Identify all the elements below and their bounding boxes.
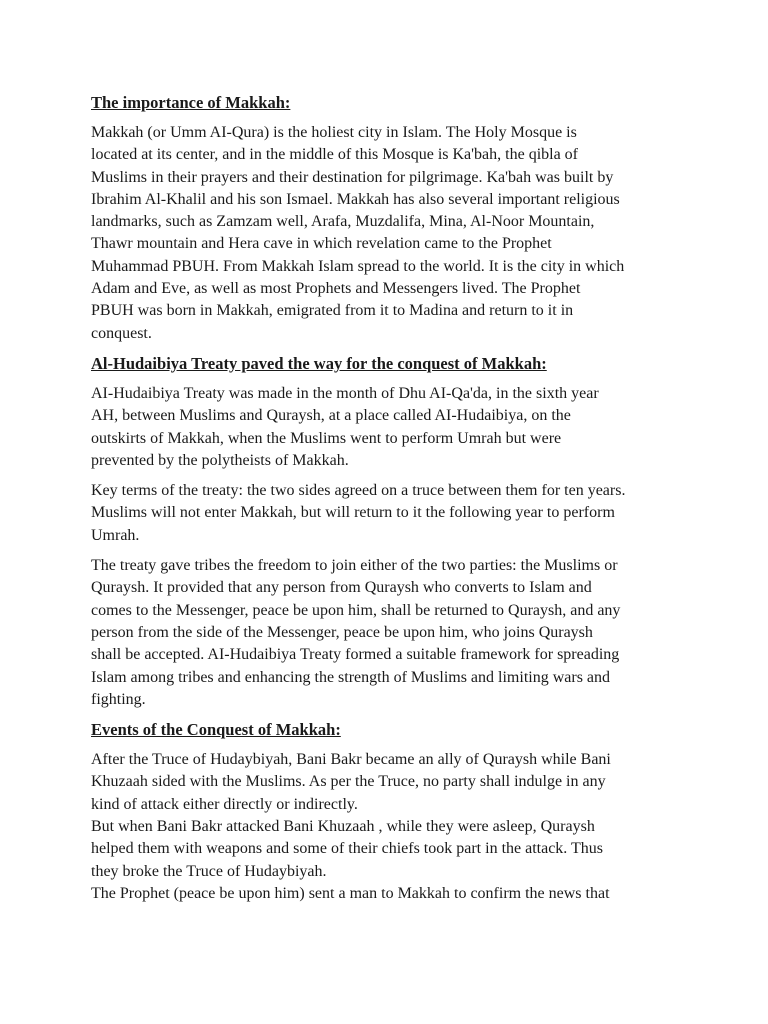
text-line: Key terms of the treaty: the two sides agreed on a truce between them for ten years. [91,482,626,500]
section-heading: Al-Hudaibiya Treaty paved the way for the conquest of Makkah: [91,353,547,373]
paragraph [91,383,691,472]
paragraph [91,555,691,711]
text-line: Ibrahim Al-Khalil and his son Ismael. Makkah has also several important religious [91,190,620,208]
text-line: Quraysh. It provided that any person from Quraysh who converts to Islam and [91,579,592,597]
text-line: AI-Hudaibiya Treaty was made in the month of Dhu AI-Qa'da, in the sixth year [91,384,599,402]
text-line: The treaty gave tribes the freedom to join either of the two parties: the Muslims or [91,557,618,575]
section-heading: The importance of Makkah: [91,93,291,112]
text-line: they broke the Truce of Hudaybiyah. [91,862,327,880]
section-hudaibiya-treaty [91,353,691,711]
paragraph [91,122,691,345]
text-line: kind of attack either directly or indirectly. [91,795,358,813]
text-line: The Prophet (peace be upon him) sent a man to Makkah to confirm the news that [91,884,610,902]
text-line: comes to the Messenger, peace be upon him, shall be returned to Quraysh, and any [91,601,621,619]
text-line: Muhammad PBUH. From Makkah Islam spread to the world. It is the city in which [91,257,625,275]
text-line: fighting. [91,690,146,708]
text-line: conquest. [91,324,152,342]
text-line: Muslims in their prayers and their destination for pilgrimage. Ka'bah was built by [91,168,614,186]
text-line: Adam and Eve, as well as most Prophets and Messengers lived. The Prophet [91,280,581,298]
text-line: Thawr mountain and Hera cave in which revelation came to the Prophet [91,235,552,253]
section-conquest-events [91,719,691,905]
text-line: Islam among tribes and enhancing the strength of Muslims and limiting wars and [91,668,611,686]
paragraph [91,749,691,905]
text-line: landmarks, such as Zamzam well, Arafa, Muzdalifa, Mina, Al-Noor Mountain, [91,213,595,231]
text-line: Makkah (or Umm AI-Qura) is the holiest city in Islam. The Holy Mosque is [91,124,577,141]
text-line: But when Bani Bakr attacked Bani Khuzaah , while they were asleep, Quraysh [91,818,595,836]
document-page [91,92,691,913]
text-line: located at its center, and in the middle of this Mosque is Ka'bah, the qibla of [91,146,579,164]
text-line: Umrah. [91,526,140,544]
text-line: Muslims will not enter Makkah, but will return to it the following year to perform [91,504,615,522]
text-line: Khuzaah sided with the Muslims. As per the Truce, no party shall indulge in any [91,773,606,791]
text-line: AH, between Muslims and Quraysh, at a place called AI-Hudaibiya, on the [91,407,571,425]
text-line: shall be accepted. AI-Hudaibiya Treaty formed a suitable framework for spreading [91,646,620,664]
section-heading: Events of the Conquest of Makkah: [91,720,341,740]
text-line: helped them with weapons and some of their chiefs took part in the attack. Thus [91,840,604,858]
text-line: outskirts of Makkah, when the Muslims went to perform Umrah but were [91,429,562,447]
section-importance-of-makkah [91,92,691,345]
text-line: prevented by the polytheists of Makkah. [91,451,349,469]
text-line: After the Truce of Hudaybiyah, Bani Bakr became an ally of Quraysh while Bani [91,751,611,769]
text-line: person from the side of the Messenger, peace be upon him, who joins Quraysh [91,623,593,641]
text-line: PBUH was born in Makkah, emigrated from it to Madina and return to it in [91,302,574,320]
paragraph [91,480,691,547]
